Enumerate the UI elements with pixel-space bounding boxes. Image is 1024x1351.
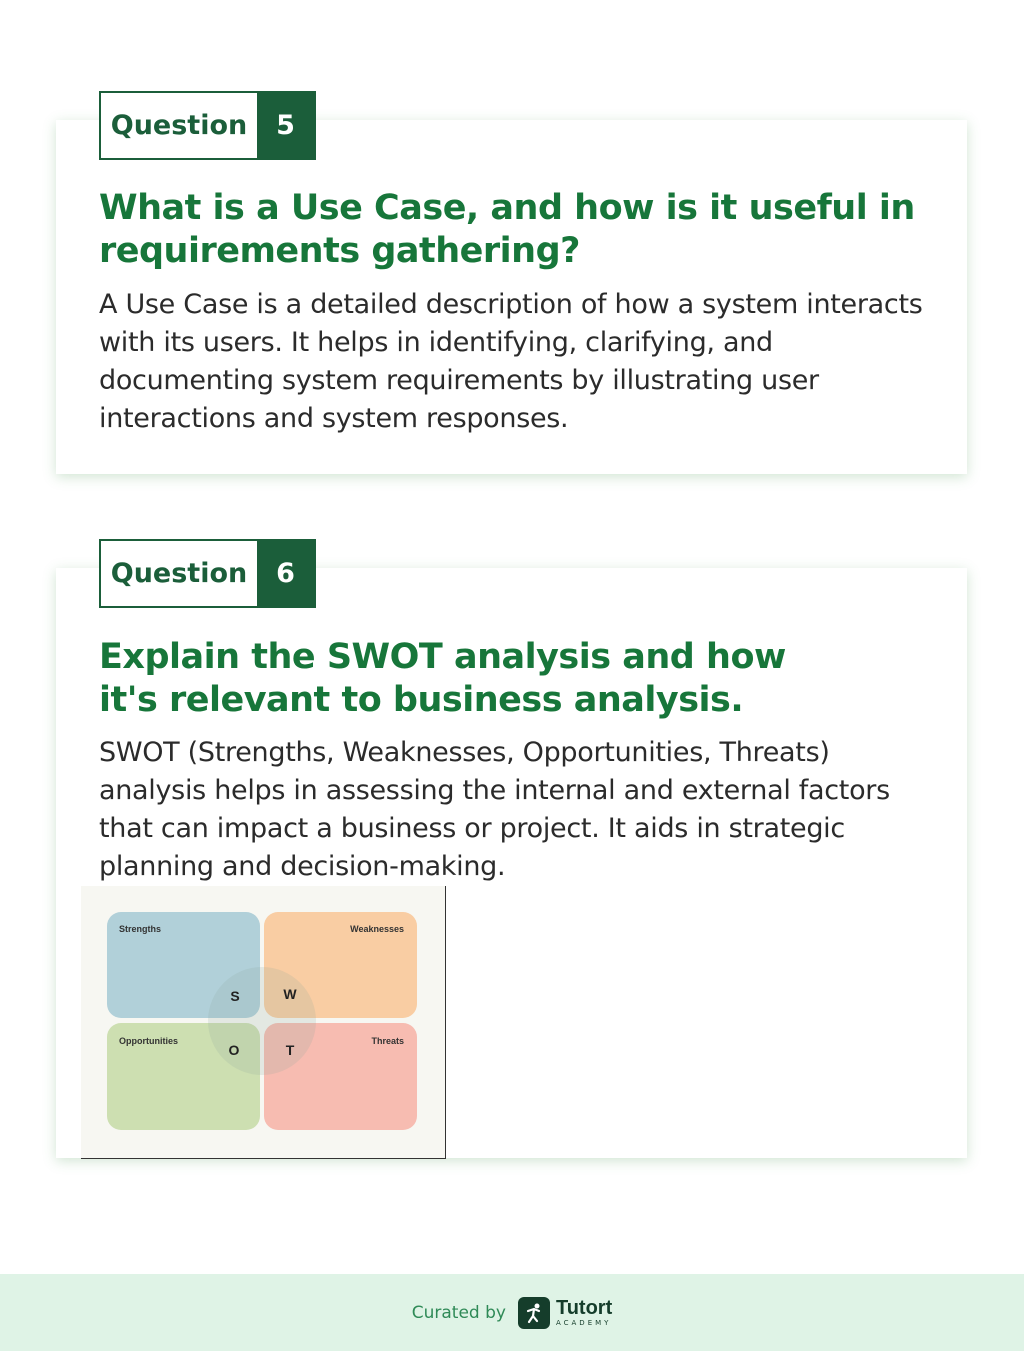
question-badge-6 (99, 539, 316, 608)
curated-by-text: Curated by (411, 1302, 506, 1323)
center-circle (208, 967, 316, 1075)
weaknesses-label: Weaknesses (350, 924, 404, 934)
question-title: What is a Use Case, and how is it useful in requirements gathering? (99, 188, 915, 271)
footer (0, 1274, 1024, 1351)
strengths-label: Strengths (119, 924, 162, 934)
tutort-logo-icon (518, 1297, 550, 1329)
t-letter: T (285, 1042, 295, 1058)
question-number: 6 (257, 541, 314, 606)
question-title-line-1: Explain the SWOT analysis and how (99, 637, 786, 677)
question-number: 5 (257, 93, 314, 158)
s-letter: S (230, 988, 240, 1004)
opportunities-label: Opportunities (119, 1036, 178, 1046)
question-title-line-2: it's relevant to business analysis. (99, 680, 744, 720)
answer-text: SWOT (Strengths, Weaknesses, Opportunities, Threats) analysis helps in assessing the internal and external factors that can impact a business or project. It aids in strategic planning and decision-making. (99, 737, 890, 882)
question-badge-5 (99, 91, 316, 160)
brand-subtitle: ACADEMY (555, 1319, 612, 1327)
answer-text: A Use Case is a detailed description of how a system interacts with its users. It helps in identifying, clarifying, and documenting system requirements by illustrating user interactions and system responses. (99, 289, 923, 434)
w-letter: W (283, 986, 297, 1002)
o-letter: O (228, 1042, 240, 1058)
swot-graphic (81, 886, 445, 1158)
question-title (99, 636, 929, 722)
question-label: Question (110, 110, 248, 141)
brand-name: Tutort (555, 1297, 613, 1319)
tutort-brand (556, 1298, 612, 1327)
swot-diagram (81, 886, 446, 1159)
threats-label: Threats (371, 1036, 404, 1046)
question-label: Question (110, 558, 248, 589)
